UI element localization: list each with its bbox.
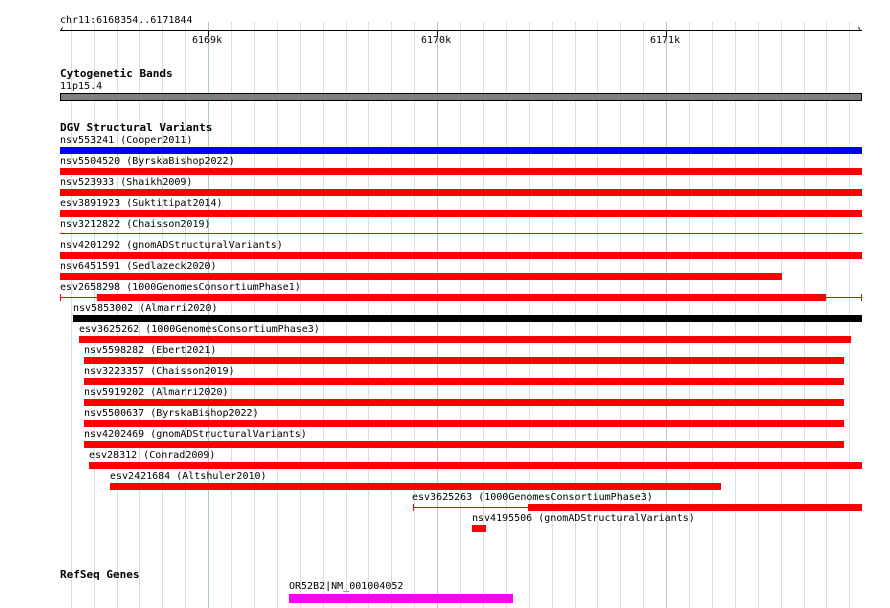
variant-label: nsv523933 (Shaikh2009): [60, 177, 193, 188]
variant-bar[interactable]: [79, 336, 851, 343]
variant-bar[interactable]: [110, 483, 721, 490]
ruler-position: chr11:6168354..6171844: [60, 15, 193, 26]
ruler-tick-label: 6169k: [192, 35, 223, 46]
variant-label: nsv553241 (Cooper2011): [60, 135, 193, 146]
ruler-line: [60, 30, 862, 31]
variant-label: esv28312 (Conrad2009): [89, 450, 216, 461]
variant-bar[interactable]: [89, 462, 862, 469]
variant-end-tick: [861, 294, 862, 301]
variant-bar[interactable]: [60, 168, 862, 175]
variant-label: nsv4195506 (gnomADStructuralVariants): [472, 513, 695, 524]
variant-bar[interactable]: [60, 147, 862, 154]
variant-label: nsv3212822 (Chaisson2019): [60, 219, 211, 230]
variant-label: esv2658298 (1000GenomesConsortiumPhase1): [60, 282, 301, 293]
variant-label: esv3625263 (1000GenomesConsortiumPhase3): [412, 492, 653, 503]
variant-label: nsv4202469 (gnomADStructuralVariants): [84, 429, 307, 440]
ruler-tick-label: 6171k: [650, 35, 681, 46]
variant-label: nsv5919202 (Almarri2020): [84, 387, 229, 398]
variant-bar[interactable]: [84, 441, 844, 448]
variant-label: nsv5504520 (ByrskaBishop2022): [60, 156, 235, 167]
variant-bar[interactable]: [60, 210, 862, 217]
variant-bar[interactable]: [472, 525, 486, 532]
variant-bar[interactable]: [60, 189, 862, 196]
variant-bar[interactable]: [60, 252, 862, 259]
variant-label: esv2421684 (Altshuler2010): [110, 471, 267, 482]
variant-end-tick: [413, 504, 414, 511]
variant-bar[interactable]: [60, 273, 782, 280]
variant-bar[interactable]: [73, 315, 862, 322]
cytoband-track-title: Cytogenetic Bands: [60, 67, 173, 80]
variant-bar[interactable]: [84, 378, 844, 385]
refseq-track-title: RefSeq Genes: [60, 568, 140, 581]
cytoband-bar[interactable]: [60, 93, 862, 101]
cytoband-label: 11p15.4: [60, 81, 103, 92]
variant-label: esv3625262 (1000GenomesConsortiumPhase3): [79, 324, 320, 335]
variant-label: nsv6451591 (Sedlazeck2020): [60, 261, 217, 272]
variant-bar[interactable]: [97, 294, 826, 301]
variant-label: nsv4201292 (gnomADStructuralVariants): [60, 240, 283, 251]
variant-label: nsv5853002 (Almarri2020): [73, 303, 218, 314]
dgv-track-title: DGV Structural Variants: [60, 121, 213, 134]
variant-label: esv3891923 (Suktitipat2014): [60, 198, 223, 209]
variant-end-tick: [60, 294, 61, 301]
variant-bar[interactable]: [84, 420, 844, 427]
variant-bar[interactable]: [528, 504, 862, 511]
variant-bar[interactable]: [84, 357, 844, 364]
ruler-tick-label: 6170k: [421, 35, 452, 46]
variant-bar[interactable]: [60, 233, 862, 234]
ruler-left-arrow-icon: ‹: [59, 24, 66, 35]
variant-label: nsv5598282 (Ebert2021): [84, 345, 217, 356]
gene-label: OR52B2|NM_001004052: [289, 581, 404, 592]
gene-bar[interactable]: [289, 594, 513, 603]
variant-bar[interactable]: [84, 399, 844, 406]
variant-label: nsv3223357 (Chaisson2019): [84, 366, 235, 377]
ruler-right-arrow-icon: ›: [856, 24, 863, 35]
variant-label: nsv5500637 (ByrskaBishop2022): [84, 408, 259, 419]
